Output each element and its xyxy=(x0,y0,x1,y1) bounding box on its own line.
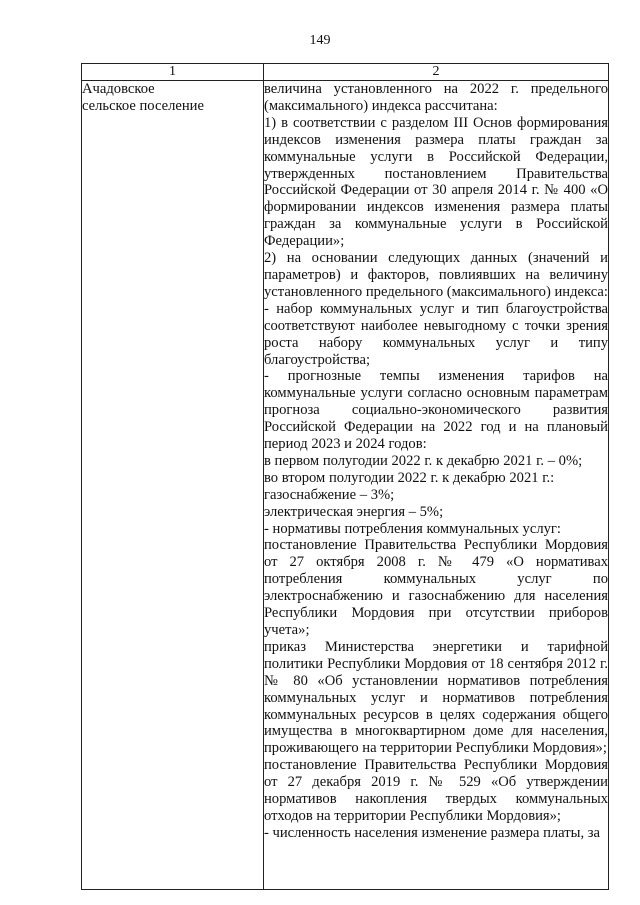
settlement-name-line: Ачадовское xyxy=(82,81,155,97)
paragraph: постановление Правительства Республики Мордовия от 27 октября 2008 г. № 479 «О нормативах потребления коммунальных услуг по электроснабжению и газоснабжению для населения Республики Мордовия при отсутствии приборов учета»; xyxy=(264,537,608,638)
paragraph: 2) на основании следующих данных (значений и параметров) и факторов, повлиявших на величину установленного предельного (максимального) индекса: xyxy=(264,250,608,300)
paragraph: постановление Правительства Республики Мордовия от 27 декабря 2019 г. № 529 «Об утверждении нормативов накопления твердых коммунальных отходов на территории Республики Мордовия»; xyxy=(264,757,608,824)
settlement-name-line: сельское поселение xyxy=(82,97,204,114)
paragraph: величина установленного на 2022 г. предельного (максимального) индекса рассчитана: xyxy=(264,81,608,114)
paragraph: приказ Министерства энергетики и тарифной политики Республики Мордовия от 18 сентября 2012 г. № 80 «Об установлении нормативов потребления коммунальных услуг и нормативов потребления коммунальных ресурсов в целях содержания общего имущества в многоквартирном доме для населения, проживающего на территории Республики Мордовия»; xyxy=(264,638,608,757)
page-number: 149 xyxy=(309,33,331,48)
paragraph: - нормативы потребления коммунальных услуг: xyxy=(264,520,561,537)
paragraph: - численность населения изменение размера платы, за xyxy=(264,824,600,841)
paragraph: газоснабжение – 3%; xyxy=(264,486,395,503)
paragraph: во втором полугодии 2022 г. к декабрю 2021 г.: xyxy=(264,469,555,486)
column-header-1: 1 xyxy=(82,64,264,81)
paragraph: - набор коммунальных услуг и тип благоустройства соответствуют наиболее невыгодному с точки зрения роста набору коммунальных услуг и типу благоустройства; xyxy=(264,300,608,368)
column-header-2: 2 xyxy=(264,64,609,81)
paragraph: в первом полугодии 2022 г. к декабрю 2021 г. – 0%; xyxy=(264,452,583,469)
document-table xyxy=(81,63,609,890)
settlement-cell xyxy=(82,81,264,890)
description-cell xyxy=(264,81,609,890)
table-header-row xyxy=(82,64,609,81)
paragraph: 1) в соответствии с разделом III Основ формирования индексов изменения размера платы граждан за коммунальные услуги в Российской Федерации, утвержденных постановлением Правительства Российской Федерации от 30 апреля 2014 г. № 400 «О формировании индексов изменения размера платы граждан за коммунальные услуги в Российской Федерации»; xyxy=(264,114,608,250)
paragraph: - прогнозные темпы изменения тарифов на коммунальные услуги согласно основным параметрам прогноза социально-экономического развития Российской Федерации на 2022 год и на плановый период 2023 и 2024 годов: xyxy=(264,368,608,453)
table-row xyxy=(82,81,609,890)
paragraph: электрическая энергия – 5%; xyxy=(264,503,444,520)
